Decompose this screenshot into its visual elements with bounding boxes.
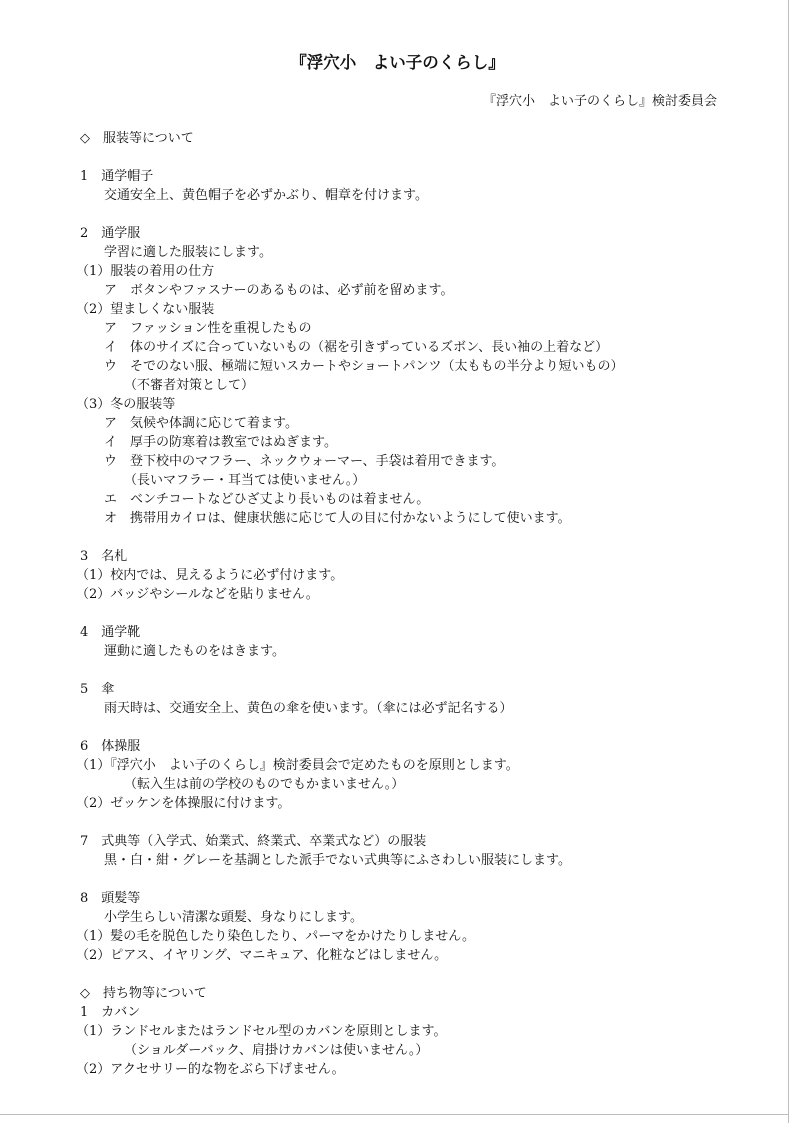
blank-line xyxy=(80,205,780,224)
text-line: 運動に適したものをはきます。 xyxy=(104,644,285,659)
text-line: 小学生らしい清潔な頭髪、身なりにします。 xyxy=(104,910,363,925)
text-line: 1 通学帽子 xyxy=(80,169,154,184)
blank-line xyxy=(80,870,780,889)
text-line: （1）服装の着用の仕方 xyxy=(76,264,215,279)
text-line: 1 カバン xyxy=(80,1005,141,1020)
text-line: ア ファッション性を重視したもの xyxy=(104,321,312,336)
document-title: 『浮穴小 よい子のくらし』 xyxy=(290,53,505,72)
text-line: （1）校内では、見えるように必ず付けます。 xyxy=(76,568,344,583)
text-line: 黒・白・紺・グレーを基調とした派手でない式典等にふさわしい服装にします。 xyxy=(104,853,571,868)
text-line: 交通安全上、黄色帽子を必ずかぶり、帽章を付けます。 xyxy=(104,188,428,203)
text-line: ◇ 服装等について xyxy=(80,131,194,146)
text-line: 学習に適した服装にします。 xyxy=(104,245,272,260)
text-line: （2）ゼッケンを体操服に付けます。 xyxy=(76,796,291,811)
blank-line xyxy=(80,604,780,623)
text-line: （転入生は前の学校のものでもかまいません。） xyxy=(124,777,405,792)
document-body xyxy=(76,129,780,1079)
text-line: （2）望ましくない服装 xyxy=(76,302,215,317)
text-line: （ショルダーバック、肩掛けカバンは使いません。） xyxy=(124,1043,429,1058)
text-line: 雨天時は、交通安全上、黄色の傘を使います。（傘には必ず記名する） xyxy=(104,701,513,716)
text-line: （1）『浮穴小 よい子のくらし』検討委員会で定めたものを原則とします。 xyxy=(76,758,519,773)
blank-line xyxy=(80,528,780,547)
text-line: ウ そでのない服、極端に短いスカートやショートパンツ（太ももの半分より短いもの） xyxy=(104,359,624,374)
text-line: 3 名札 xyxy=(80,549,128,564)
text-line: 2 通学服 xyxy=(80,226,141,241)
text-line: 4 通学靴 xyxy=(80,625,141,640)
text-line: （2）アクセサリー的な物をぶら下げません。 xyxy=(76,1062,345,1077)
text-line: ◇ 持ち物等について xyxy=(80,986,207,1001)
text-line: （不審者対策として） xyxy=(124,378,255,393)
text-line: 8 頭髪等 xyxy=(80,891,141,906)
page-edge-bottom xyxy=(0,1114,789,1115)
blank-line xyxy=(80,661,780,680)
page-edge-right xyxy=(788,0,789,1123)
blank-line xyxy=(80,813,780,832)
committee-name: 『浮穴小 よい子のくらし』検討委員会 xyxy=(482,94,717,109)
text-line: 7 式典等（入学式、始業式、終業式、卒業式など）の服装 xyxy=(80,834,427,849)
blank-line xyxy=(80,965,780,984)
text-line: 6 体操服 xyxy=(80,739,141,754)
text-line: ウ 登下校中のマフラー、ネックウォーマー、手袋は着用できます。 xyxy=(104,454,505,469)
text-line: （2）バッジやシールなどを貼りません。 xyxy=(76,587,319,602)
text-line: イ 体のサイズに合っていないもの（裾を引きずっているズボン、長い袖の上着など） xyxy=(104,340,609,355)
text-line: 5 傘 xyxy=(80,682,115,697)
text-line: （1）髪の毛を脱色したり染色したり、パーマをかけたりしません。 xyxy=(76,929,476,944)
blank-line xyxy=(80,718,780,737)
text-line: （長いマフラー・耳当ては使いません。） xyxy=(124,473,366,488)
text-line: エ ベンチコートなどひざ丈より長いものは着ません。 xyxy=(104,492,430,507)
text-line: オ 携帯用カイロは、健康状態に応じて人の目に付かないようにして使います。 xyxy=(104,511,571,526)
text-line: ア ボタンやファスナーのあるものは、必ず前を留めます。 xyxy=(104,283,454,298)
blank-line xyxy=(80,148,780,167)
text-line: ア 気候や体調に応じて着ます。 xyxy=(104,416,298,431)
text-line: （2）ピアス、イヤリング、マニキュア、化粧などはしません。 xyxy=(76,948,448,963)
text-line: （1）ランドセルまたはランドセル型のカバンを原則とします。 xyxy=(76,1024,447,1039)
text-line: イ 厚手の防寒着は教室ではぬぎます。 xyxy=(104,435,337,450)
text-line: （3）冬の服装等 xyxy=(76,397,176,412)
